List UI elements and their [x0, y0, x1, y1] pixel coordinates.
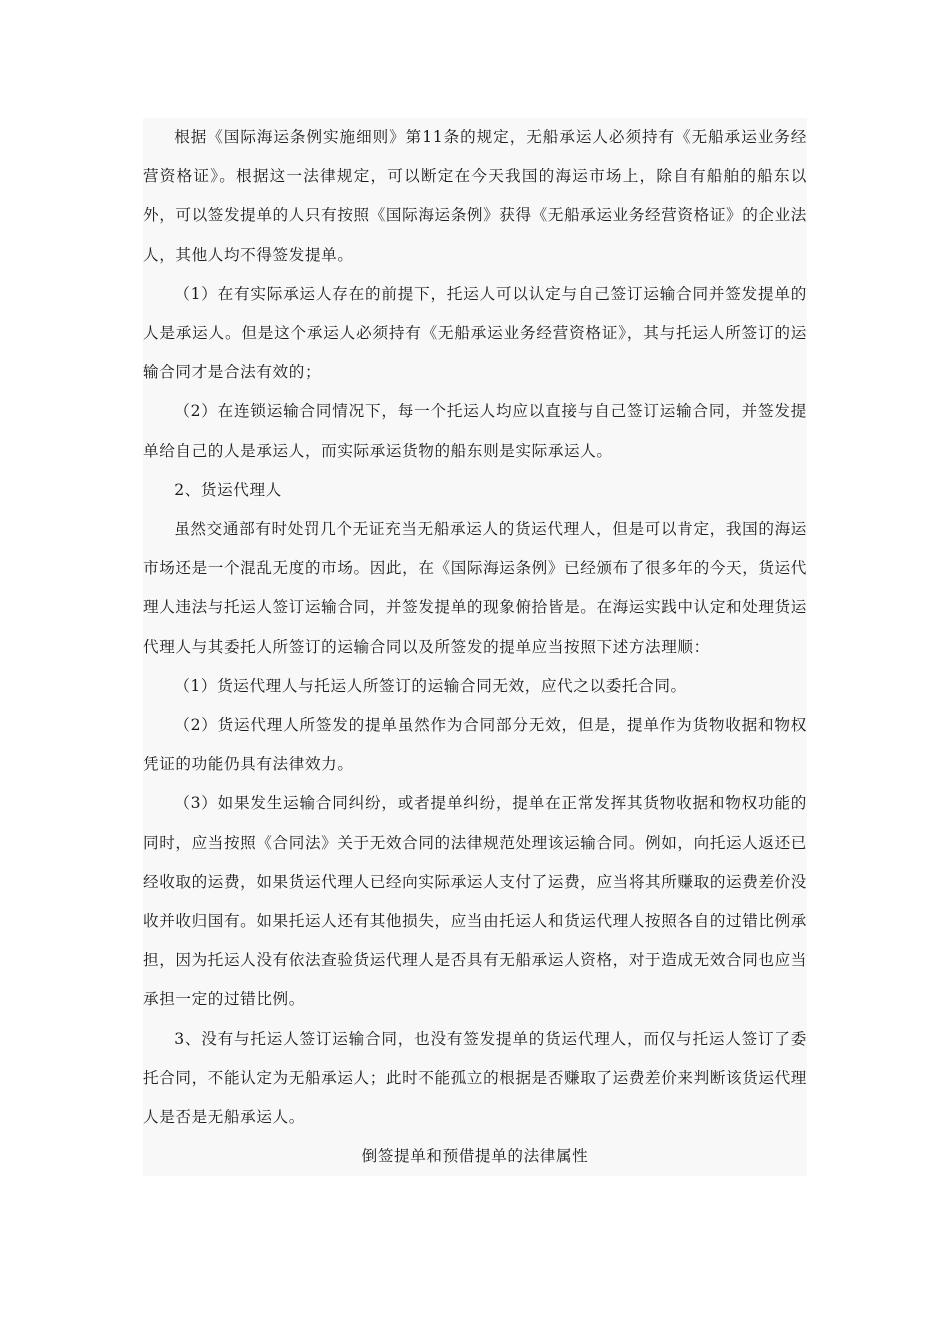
paragraph-3: （2）在连锁运输合同情况下，每一个托运人均应以直接与自己签订运输合同，并签发提单给自己的人是承运人，而实际承运货物的船东则是实际承运人。: [143, 402, 807, 460]
subheading-freight-forwarder: 2、货运代理人: [174, 480, 282, 499]
paragraph-7: （2）货运代理人所签发的提单虽然作为合同部分无效，但是，提单作为货物收据和物权凭证的功能仍具有法律效力。: [143, 716, 807, 774]
section-heading: 倒签提单和预借提单的法律属性: [361, 1147, 589, 1166]
document-body: [143, 118, 807, 1176]
paragraph-2: （1）在有实际承运人存在的前提下，托运人可以认定与自己签订运输合同并签发提单的人是承运人。但是这个承运人必须持有《无船承运业务经营资格证》，其与托运人所签订的运输合同才是合法有效的；: [143, 284, 807, 382]
paragraph-6: （1）货运代理人与托运人所签订的运输合同无效，应代之以委托合同。: [174, 676, 687, 695]
paragraph-5: 虽然交通部有时处罚几个无证充当无船承运人的货运代理人，但是可以肯定，我国的海运市场还是一个混乱无度的市场。因此，在《国际海运条例》已经颁布了很多年的今天，货运代理人违法与托运人签订运输合同，并签发提单的现象俯拾皆是。在海运实践中认定和处理货运代理人与其委托人所签订的运输合同以及所签发的提单应当按照下述方法理顺：: [143, 520, 807, 656]
paragraph-1: 根据《国际海运条例实施细则》第11条的规定，无船承运人必须持有《无船承运业务经营资格证》。根据这一法律规定，可以断定在今天我国的海运市场上，除自有船舶的船东以外，可以签发提单的人只有按照《国际海运条例》获得《无船承运业务经营资格证》的企业法人，其他人均不得签发提单。: [143, 128, 807, 264]
paragraph-9: 3、没有与托运人签订运输合同，也没有签发提单的货运代理人，而仅与托运人签订了委托合同，不能认定为无船承运人；此时不能孤立的根据是否赚取了运费差价来判断该货运代理人是否是无船承运人。: [143, 1029, 807, 1127]
paragraph-8: （3）如果发生运输合同纠纷，或者提单纠纷，提单在正常发挥其货物收据和物权功能的同时，应当按照《合同法》关于无效合同的法律规范处理该运输合同。例如，向托运人返还已经收取的运费，如果货运代理人已经向实际承运人支付了运费，应当将其所赚取的运费差价没收并收归国有。如果托运人还有其他损失，应当由托运人和货运代理人按照各自的过错比例承担，因为托运人没有依法查验货运代理人是否具有无船承运人资格，对于造成无效合同也应当承担一定的过错比例。: [143, 794, 807, 1009]
